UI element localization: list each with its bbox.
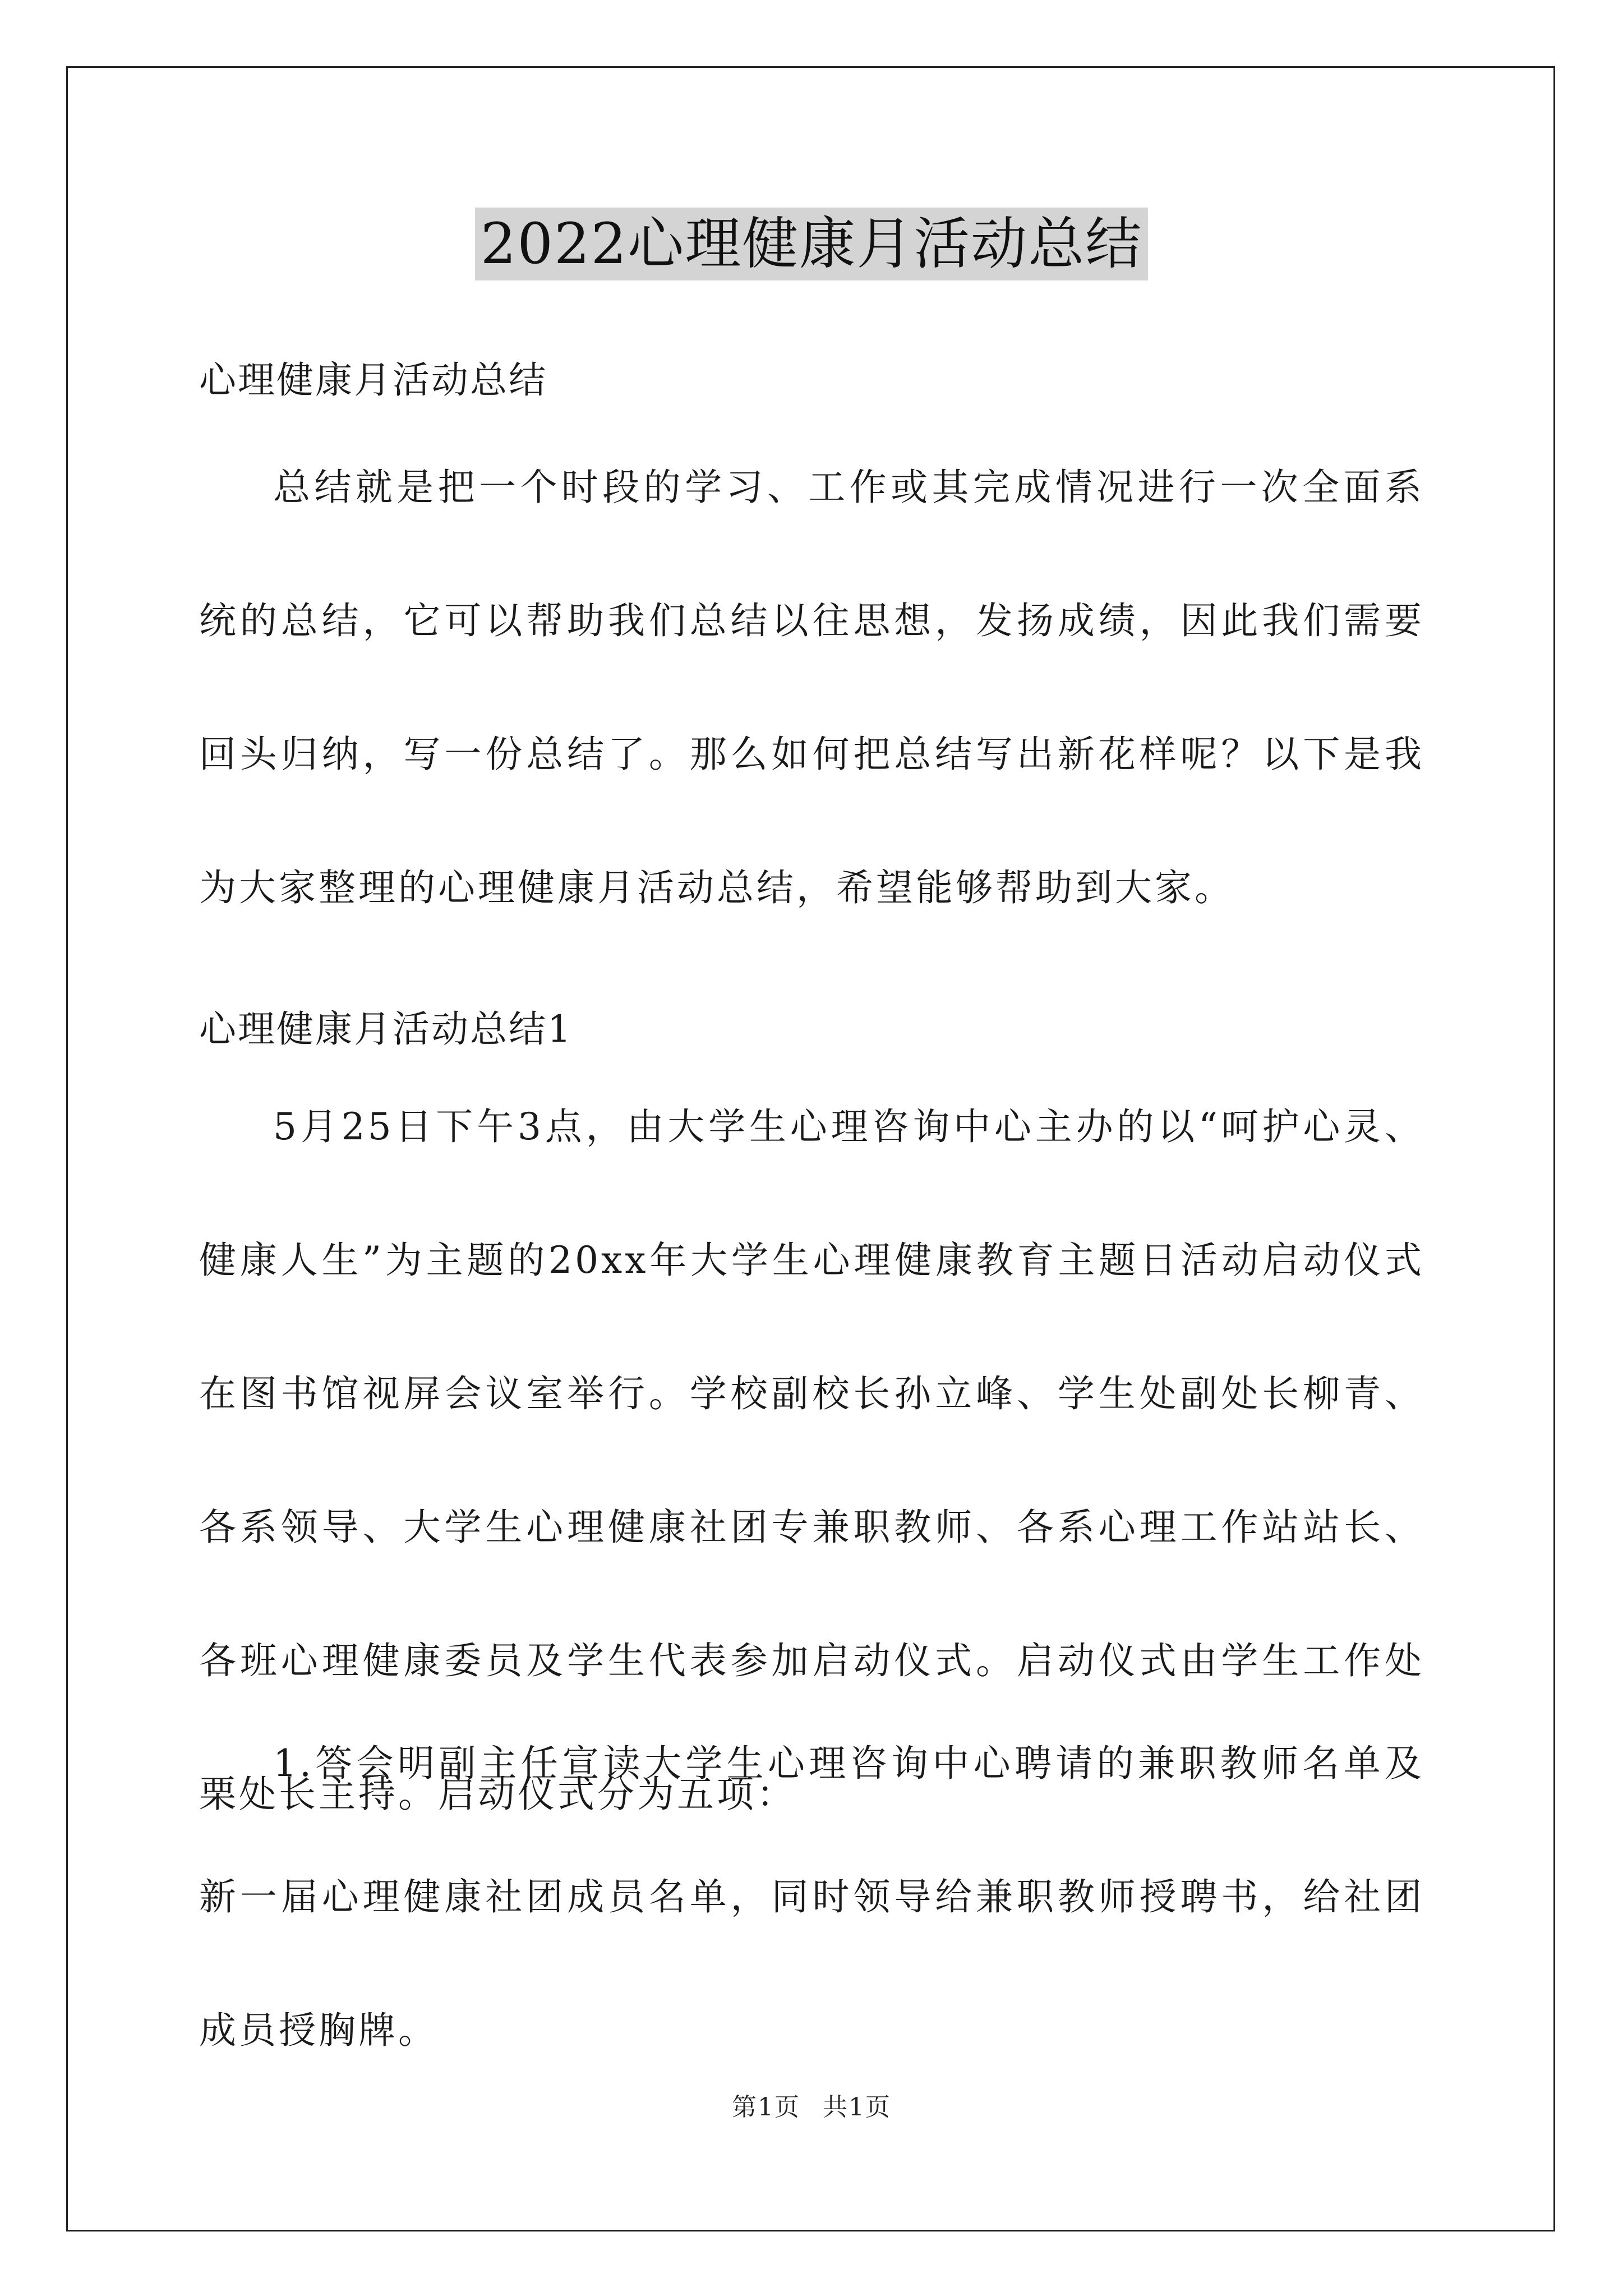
page-footer	[0, 2087, 1623, 2123]
document-title: 2022心理健康月活动总结	[475, 208, 1149, 280]
page-number: 第1页	[732, 2093, 800, 2122]
section1-heading: 心理健康月活动总结1	[199, 1007, 573, 1051]
intro-paragraph: 总结就是把一个时段的学习、工作或其完成情况进行一次全面系统的总结，它可以帮助我们总结以往思想，发扬成绩，因此我们需要回头归纳，写一份总结了。那么如何把总结写出新花样呢？以下是我为大家整理的心理健康月活动总结，希望能够帮助到大家。	[199, 466, 1424, 909]
section1-paragraph-2: 1.答会明副主任宣读大学生心理咨询中心聘请的兼职教师名单及新一届心理健康社团成员名单，同时领导给兼职教师授聘书，给社团成员授胸牌。	[199, 1742, 1424, 2052]
section1-paragraph-1: 5月25日下午3点，由大学生心理咨询中心主办的以“呵护心灵、健康人生”为主题的20xx年大学生心理健康教育主题日活动启动仪式在图书馆视屏会议室举行。学校副校长孙立峰、学生处副处长柳青、各系领导、大学生心理健康社团专兼职教师、各系心理工作站站长、各班心理健康委员及学生代表参加启动仪式。启动仪式由学生工作处栗处长主持。启动仪式分为五项：	[199, 1105, 1424, 1816]
page-total: 共1页	[823, 2093, 891, 2122]
title-container	[0, 208, 1623, 280]
intro-heading: 心理健康月活动总结	[199, 358, 547, 402]
